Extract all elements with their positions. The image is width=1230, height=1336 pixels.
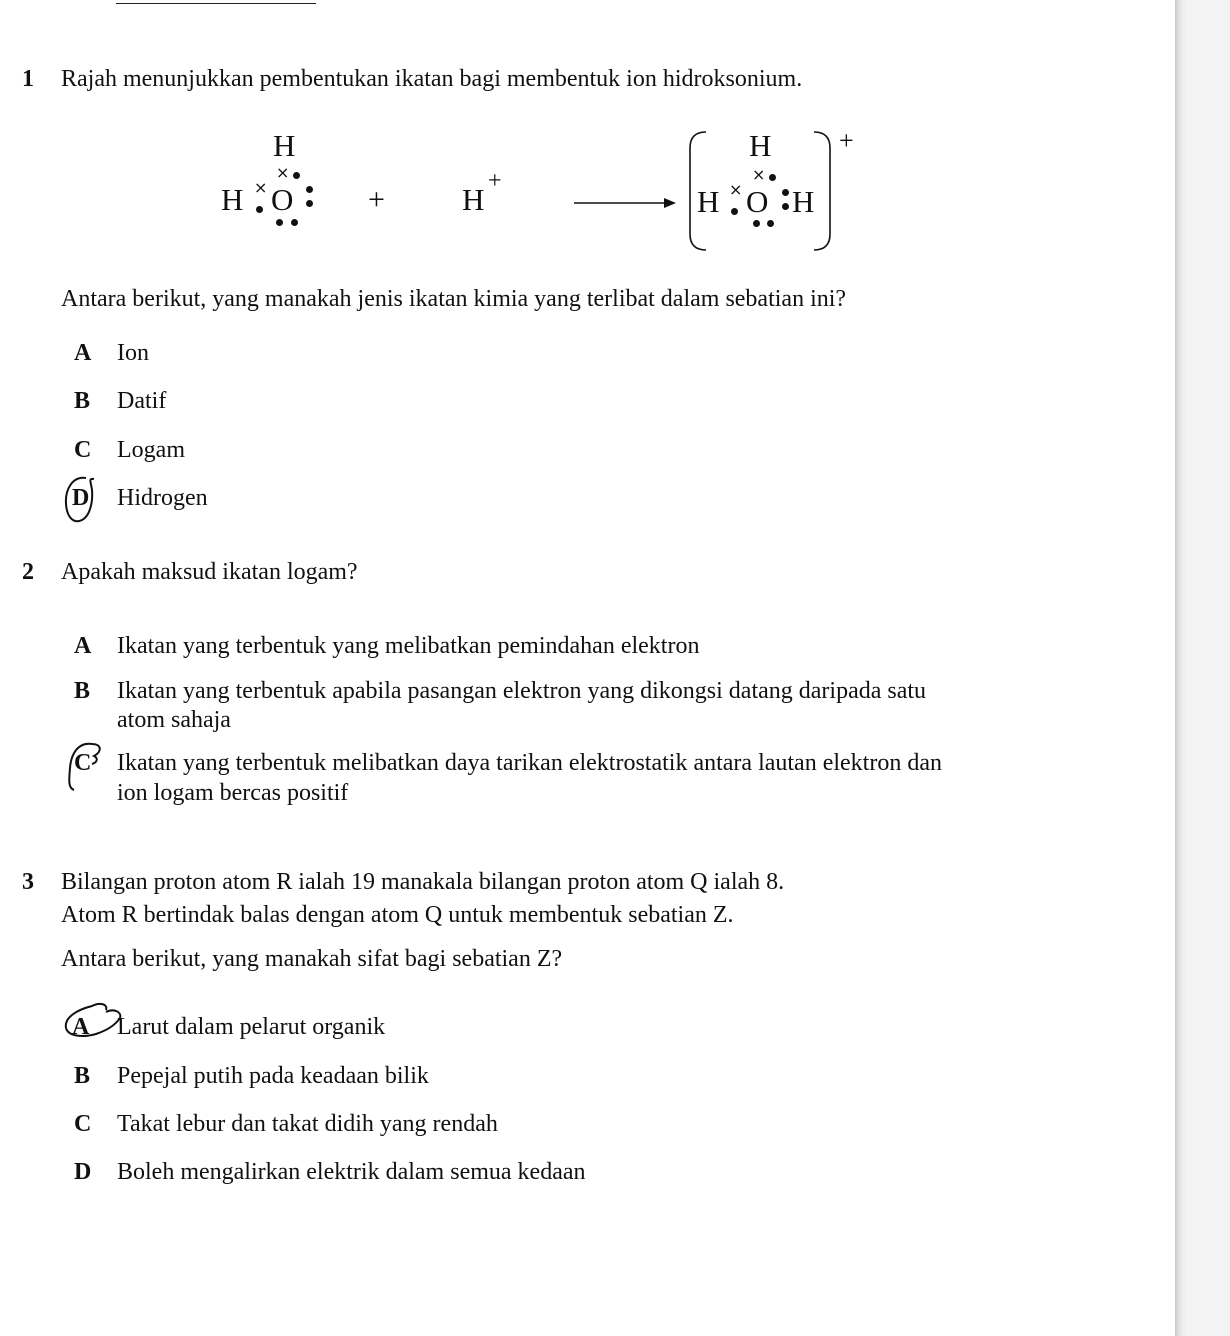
option-text: Logam bbox=[117, 437, 185, 463]
option-letter: B bbox=[74, 678, 91, 704]
electron-dot-icon bbox=[276, 219, 283, 226]
option-text-line1: Ikatan yang terbentuk apabila pasangan elektron yang dikongsi datang daripada satu bbox=[117, 678, 927, 704]
electron-cross-icon: × bbox=[276, 163, 290, 182]
option-letter: C bbox=[74, 437, 92, 463]
option-letter: C bbox=[74, 1111, 92, 1137]
option-text: Hidrogen bbox=[117, 485, 208, 511]
option-letter: C bbox=[74, 750, 92, 776]
question-stem: Rajah menunjukkan pembentukan ikatan bagi membentuk ion hidroksonium. bbox=[61, 66, 803, 92]
question-prompt: Antara berikut, yang manakah sifat bagi sebatian Z? bbox=[61, 946, 563, 972]
option-text: Datif bbox=[117, 388, 167, 414]
option-letter: A bbox=[74, 633, 92, 659]
question-prompt: Antara berikut, yang manakah jenis ikatan kimia yang terlibat dalam sebatian ini? bbox=[61, 286, 847, 312]
reaction-arrow-icon bbox=[570, 196, 680, 210]
option-text: Takat lebur dan takat didih yang rendah bbox=[117, 1111, 498, 1137]
electron-dot-icon bbox=[293, 172, 300, 179]
electron-dot-icon bbox=[306, 200, 313, 207]
plus-sign: + bbox=[368, 183, 385, 216]
question-number: 3 bbox=[22, 869, 34, 895]
option-letter: A bbox=[72, 1014, 90, 1040]
question-number: 1 bbox=[22, 66, 34, 92]
electron-dot-icon bbox=[256, 206, 263, 213]
option-text: Larut dalam pelarut organik bbox=[117, 1014, 386, 1040]
oxygen-atom: O bbox=[271, 182, 294, 217]
electron-dot-icon bbox=[782, 189, 789, 196]
oxygen-atom: O bbox=[746, 184, 769, 219]
hydrogen-atom-top: H bbox=[273, 128, 296, 163]
option-text-line2: atom sahaja bbox=[117, 707, 231, 733]
electron-dot-icon bbox=[753, 220, 760, 227]
electron-dot-icon bbox=[731, 208, 738, 215]
hydrogen-atom-top: H bbox=[749, 128, 772, 163]
question-stem-line2: Atom R bertindak balas dengan atom Q untuk membentuk sebatian Z. bbox=[61, 902, 734, 928]
hydrogen-atom-left: H bbox=[221, 182, 244, 217]
hydrogen-atom-right: H bbox=[792, 184, 815, 219]
electron-dot-icon bbox=[769, 174, 776, 181]
electron-cross-icon: × bbox=[752, 165, 766, 184]
question-number: 2 bbox=[22, 559, 34, 585]
electron-cross-icon: × bbox=[729, 180, 743, 199]
question-stem: Apakah maksud ikatan logam? bbox=[61, 559, 358, 585]
option-text: Ion bbox=[117, 340, 149, 366]
electron-cross-icon: × bbox=[254, 178, 268, 197]
option-text-line2: ion logam bercas positif bbox=[117, 780, 349, 806]
option-letter: B bbox=[74, 388, 91, 414]
option-letter: D bbox=[74, 1159, 92, 1185]
option-letter: B bbox=[74, 1063, 91, 1089]
option-letter: A bbox=[74, 340, 92, 366]
ion-charge: + bbox=[839, 126, 854, 155]
electron-dot-icon bbox=[782, 203, 789, 210]
hydrogen-ion-charge: + bbox=[488, 168, 502, 194]
page-edge-gutter bbox=[1175, 0, 1230, 1336]
hydrogen-atom-left: H bbox=[697, 184, 720, 219]
option-text: Pepejal putih pada keadaan bilik bbox=[117, 1063, 429, 1089]
electron-dot-icon bbox=[767, 220, 774, 227]
electron-dot-icon bbox=[306, 186, 313, 193]
top-rule-divider bbox=[116, 3, 316, 4]
option-text-line1: Ikatan yang terbentuk melibatkan daya tarikan elektrostatik antara lautan elektron dan bbox=[117, 750, 942, 776]
electron-dot-icon bbox=[291, 219, 298, 226]
option-text: Ikatan yang terbentuk yang melibatkan pemindahan elektron bbox=[117, 633, 700, 659]
hydrogen-ion-symbol: H bbox=[462, 182, 485, 217]
option-letter: D bbox=[72, 485, 90, 511]
question-stem-line1: Bilangan proton atom R ialah 19 manakala bilangan proton atom Q ialah 8. bbox=[61, 869, 785, 895]
option-text: Boleh mengalirkan elektrik dalam semua kedaan bbox=[117, 1159, 586, 1185]
